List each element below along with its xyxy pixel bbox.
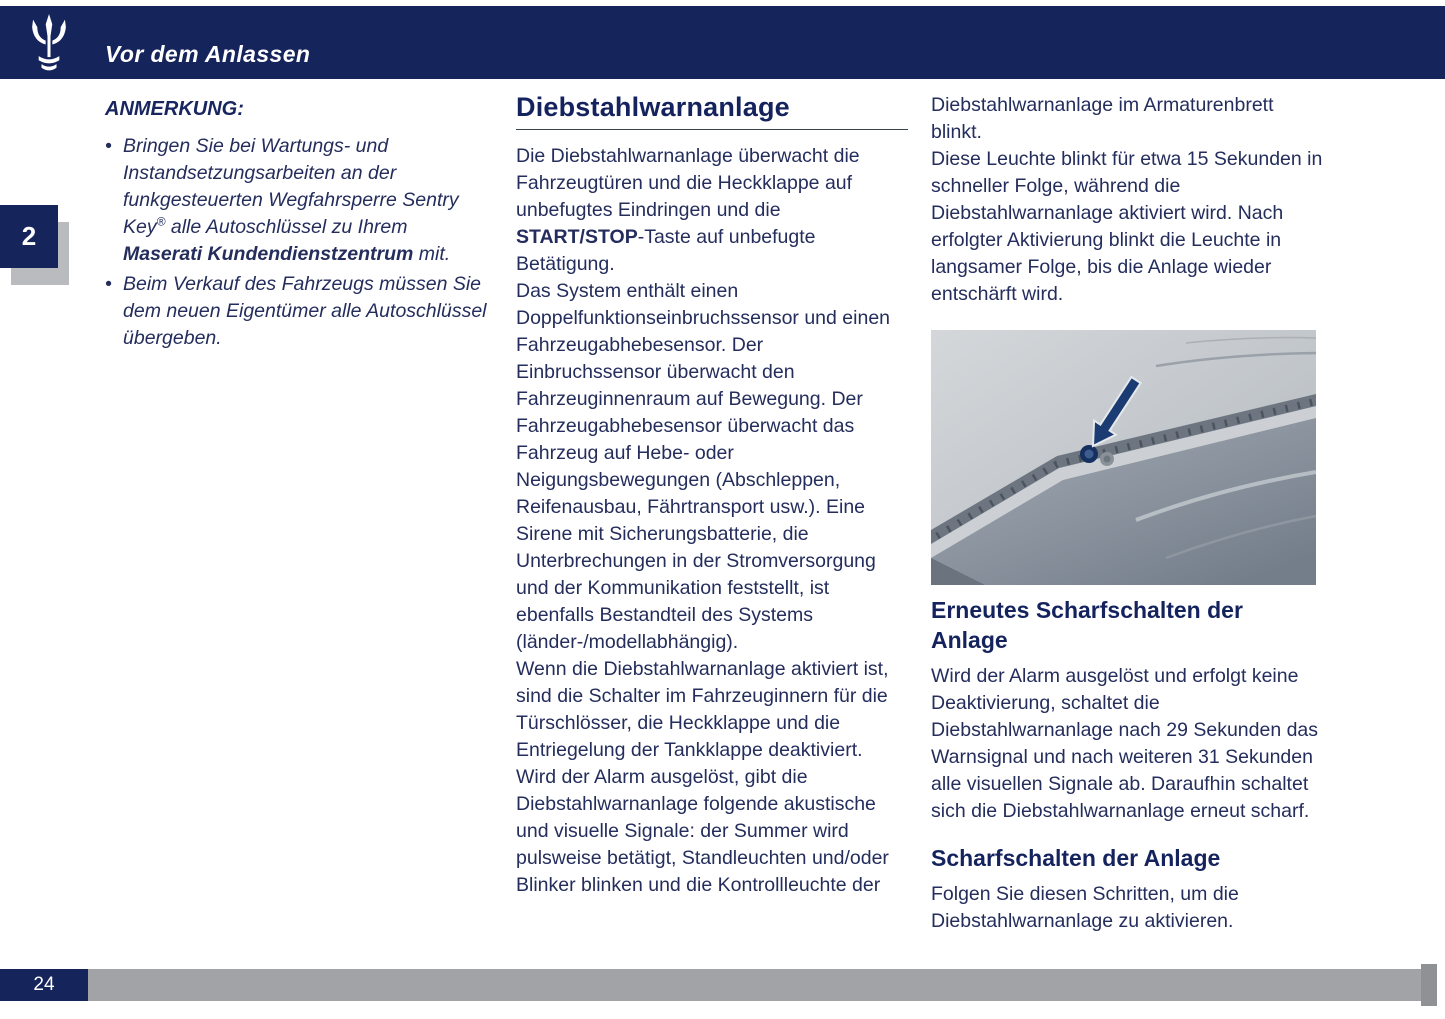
note-list: [105, 133, 487, 352]
start-stop-bold: START/STOP: [516, 226, 638, 248]
bullet-icon: •: [105, 273, 112, 295]
maserati-trident-icon: [24, 11, 74, 75]
paragraph: Wenn die Diebstahlwarnanlage aktiviert ist, sind die Schalter im Fahrzeuginnern für die Türschlösser, die Heckklappe und die Entriegelung der Tankklappe deaktiviert. Wird der Alarm ausgelöst, gibt die Diebstahlwarnanlage folgende akustische und visuelle Signale: der Summer wird pulsweise betätigt, Standleuchten und/oder Blinker blinken und die Kontrollleuchte der: [516, 658, 889, 896]
footer-end-cap: [1421, 964, 1437, 1006]
chapter-number: 2: [21, 221, 37, 251]
main-article-column: [516, 92, 908, 899]
right-column: [931, 92, 1323, 935]
page-number: 24: [33, 974, 55, 995]
page-number-box: [0, 969, 88, 1001]
note-text-bold: Maserati Kundendienstzentrum: [123, 243, 414, 265]
paragraph: Diebstahlwarnanlage im Armaturenbrett blinkt.: [931, 94, 1274, 143]
list-item: [105, 133, 487, 268]
heading-rule: [516, 129, 908, 130]
paragraph: Wird der Alarm ausgelöst und erfolgt keine Deaktivierung, schaltet die Diebstahlwarnanlage nach 29 Sekunden das Warnsignal und nach weiteren 31 Sekunden alle visuellen Signale ab. Daraufhin schaltet sich die Diebstahlwarnanlage erneut scharf.: [931, 665, 1319, 822]
bullet-icon: •: [105, 135, 112, 157]
footer-bar: [0, 969, 1421, 1001]
header-bar: [0, 6, 1445, 79]
page-title: Vor dem Anlassen: [105, 41, 311, 67]
section-heading-arm: Scharfschalten der Anlage: [931, 845, 1221, 871]
note-text-segment: Bringen Sie bei Wartungs- und Instandsetzungsarbeiten an der funkgesteuerten Wegfahrsperre Sentry Key: [123, 135, 459, 238]
chapter-tab: [0, 205, 80, 295]
note-heading: ANMERKUNG:: [105, 98, 244, 120]
note-text-segment: mit.: [413, 243, 451, 265]
paragraph: [516, 143, 908, 278]
chapter-number-box: [0, 205, 58, 268]
note-text: Beim Verkauf des Fahrzeugs müssen Sie dem neuen Eigentümer alle Autoschlüssel übergeben.: [123, 273, 487, 349]
list-item: [105, 271, 487, 352]
paragraph-text: Die Diebstahlwarnanlage überwacht die Fahrzeugtüren und die Heckklappe auf unbefugtes Eindringen und die: [516, 145, 860, 221]
section-heading-rearm: Erneutes Scharfschalten der Anlage: [931, 597, 1243, 653]
note-text-segment: alle Autoschlüssel zu Ihrem: [165, 216, 408, 238]
paragraph: Diese Leuchte blinkt für etwa 15 Sekunden in schneller Folge, während die Diebstahlwarnanlage aktiviert wird. Nach erfolgter Aktivierung blinkt die Leuchte in langsamer Folge, bis die Anlage wieder entschärft wird.: [931, 148, 1323, 305]
note-text: [123, 133, 487, 268]
section-heading-diebstahlwarnanlage: Diebstahlwarnanlage: [516, 92, 790, 122]
paragraph: Das System enthält einen Doppelfunktionseinbruchssensor und einen Fahrzeugabhebesensor. Der Einbruchssensor überwacht den Fahrzeuginnenraum auf Bewegung. Der Fahrzeugabhebesensor überwacht das Fahrzeug auf Hebe- oder Neigungsbewegungen (Abschleppen, Reifenausbau, Fährtransport usw.). Eine Sirene mit Sicherungsbatterie, die Unterbrechungen in der Stromversorgung und der Kommunikation feststellt, ist ebenfalls Bestandteil des Systems (länder-/modellabhängig).: [516, 280, 891, 653]
roof-sensor-illustration: [931, 330, 1316, 585]
registered-mark: ®: [156, 214, 166, 229]
note-column: [105, 92, 487, 355]
paragraph-text: -Taste auf unbefugte Betätigung.: [516, 226, 816, 275]
paragraph: Folgen Sie diesen Schritten, um die Diebstahlwarnanlage zu aktivieren.: [931, 883, 1239, 932]
